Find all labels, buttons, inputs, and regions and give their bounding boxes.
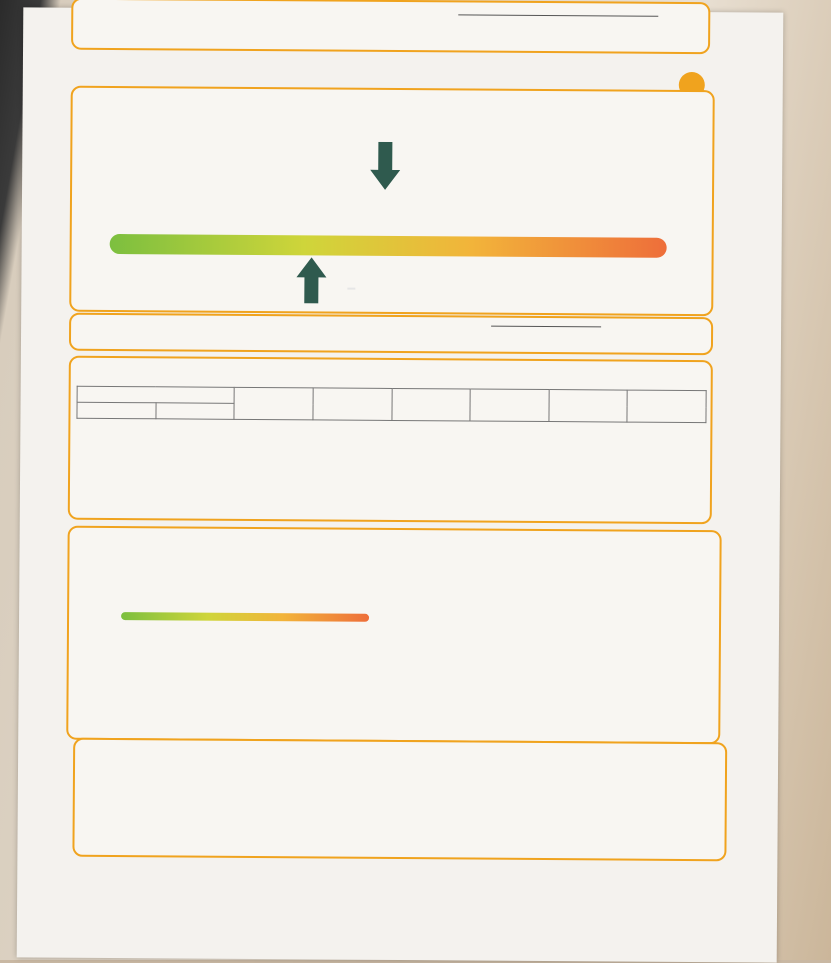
building-consumption-box [69,313,713,355]
col-warmwasser [470,389,549,422]
primary-energy-value [347,288,355,290]
col-energie [391,388,470,421]
col-von [77,402,156,419]
energy-gradient-bar [110,234,667,258]
comparison-section [66,526,721,745]
building-consumption-note [401,323,491,324]
scale-ticks [73,88,713,92]
top-date [458,14,658,16]
col-traeger [234,387,313,420]
col-bis [156,403,235,420]
energy-section [69,86,715,316]
col-faktor [313,388,392,421]
consumption-record-section [68,356,713,524]
col-heizung [549,390,628,423]
col-zeitraum [77,386,234,403]
comparison-paragraph-2 [404,630,694,632]
top-box [71,0,710,54]
procedure-text [93,785,713,789]
end-energy-arrow-icon [370,142,400,192]
primary-energy-arrow-icon [296,257,326,303]
building-consumption-value [491,326,601,328]
document-page [17,7,784,962]
comparison-labels [70,528,720,533]
consumption-table [76,386,706,423]
procedure-section [72,738,727,862]
comparison-paragraph-1 [404,578,694,580]
comparison-gradient-bar [121,612,369,622]
col-klima [627,390,706,423]
